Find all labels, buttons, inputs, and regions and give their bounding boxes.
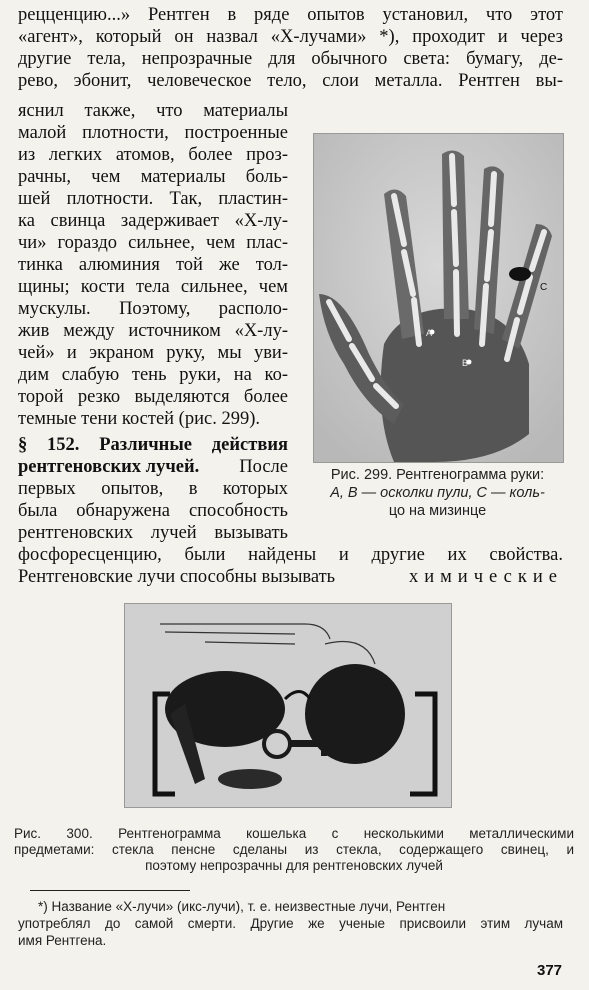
purse-xray-image	[125, 604, 451, 807]
section-heading-cont: рентгеновских лучей.	[18, 457, 200, 477]
figure-299-xray-hand	[313, 133, 564, 463]
text-line: первых опытов, в которых	[18, 479, 288, 499]
text-line: рево, эбонит, человеческое тело, слои металла. Рентген вы-	[18, 71, 563, 91]
text-line: из легких атомов, более проз-	[18, 145, 288, 165]
label-a: A	[426, 328, 433, 338]
label-c: C	[540, 282, 548, 293]
text-line: щины; кости тела сильнее, чем	[18, 277, 288, 297]
text-fragment: После	[239, 457, 288, 477]
text-line: яснил также, что материалы	[18, 101, 288, 121]
hand-xray-image	[314, 134, 563, 462]
text-line: чей» и экраном руку, мы уви-	[18, 343, 288, 363]
caption-line: поэтому непрозрачны для рентгеновских лучей	[145, 858, 443, 873]
text-line: рентгеновских лучей вызывать	[18, 523, 288, 543]
text-line: шей плотности. Так, пластин-	[18, 189, 288, 209]
caption-line: Рис. 300. Рентгенограмма кошелька с несколькими металлическими	[14, 826, 574, 841]
footnote-rule	[30, 890, 190, 891]
text-line: рачны, чем материалы боль-	[18, 167, 288, 187]
section-heading: § 152. Различные действия	[18, 435, 288, 455]
text-line: тинка алюминия той же тол-	[18, 255, 288, 275]
figure-300-xray-purse	[124, 603, 452, 808]
text-line: фосфоресценцию, были найдены и другие их свойства.	[18, 545, 563, 565]
spaced-word: химические	[408, 567, 563, 587]
text-line: была обнаружена способность	[18, 501, 288, 521]
caption-line: цо на мизинце	[388, 503, 487, 519]
footnote-line: *) Название «X-лучи» (икс-лучи), т. е. неизвестные лучи, Рентген	[38, 899, 446, 914]
caption-line: A, B — осколки пули, C — коль-	[330, 485, 545, 501]
text-line-last	[18, 566, 563, 588]
label-b: B	[462, 358, 469, 368]
caption-line: предметами: стекла пенсне сделаны из стекла, содержащего свинец, и	[14, 842, 574, 857]
section-heading-line2	[18, 456, 288, 478]
footnote	[18, 898, 563, 949]
caption-line: Рис. 299. Рентгенограмма руки:	[330, 467, 545, 483]
text-fragment: Рентгеновские лучи способны вызывать	[18, 567, 336, 587]
text-line: чи» гораздо сильнее, чем плас-	[18, 233, 288, 253]
figure-299-caption	[300, 466, 575, 520]
text-line: темные тени костей (рис. 299).	[18, 409, 260, 429]
page-number: 377	[537, 962, 563, 979]
text-line: дим слабую тень руки, на ко-	[18, 365, 288, 385]
text-line: жив между источником «X-лу-	[18, 321, 288, 341]
text-line: торой резко выделяются более	[18, 387, 288, 407]
text-line: мускулы. Поэтому, располо-	[18, 299, 288, 319]
footnote-line: употреблял до самой смерти. Другие же ученые присвоили этим лучам	[18, 916, 563, 931]
text-line: другие тела, непрозрачные для обычного света: бумагу, де-	[18, 49, 563, 69]
text-line: ка свинца задерживает «X-лу-	[18, 211, 288, 231]
text-line: «агент», который он назвал «X-лучами» *), проходит и через	[18, 27, 563, 47]
text-line: рецценцию...» Рентген в ряде опытов установил, что этот	[18, 5, 563, 25]
footnote-line: имя Рентгена.	[18, 933, 107, 948]
figure-300-caption	[14, 826, 574, 874]
text-line: малой плотности, построенные	[18, 123, 288, 143]
